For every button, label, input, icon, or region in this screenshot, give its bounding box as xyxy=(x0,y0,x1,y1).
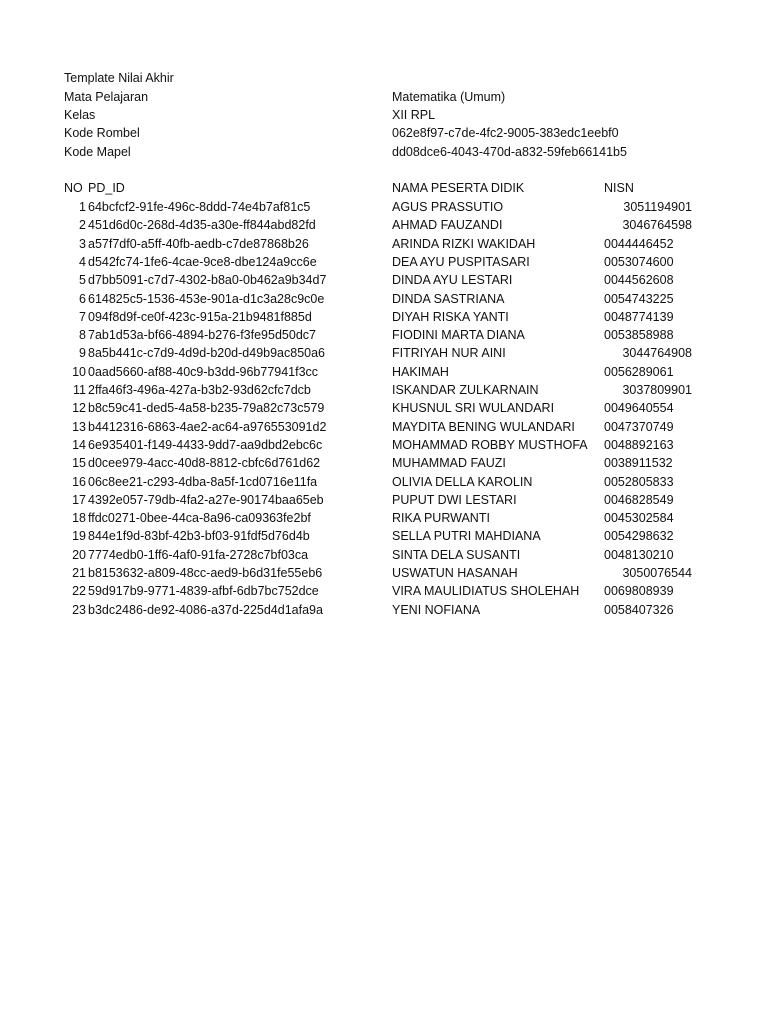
row-student-name: MAYDITA BENING WULANDARI xyxy=(392,419,575,434)
row-nisn: 0038911532 xyxy=(604,456,673,471)
row-nisn: 0046828549 xyxy=(604,492,674,507)
row-student-name: MUHAMMAD FAUZI xyxy=(392,456,506,471)
meta-value-kode-rombel: 062e8f97-c7de-4fc2-9005-383edc1eebf0 xyxy=(392,126,619,140)
row-nisn: 3050076544 xyxy=(622,566,692,580)
row-nisn: 0056289061 xyxy=(604,364,674,379)
row-nisn: 0069808939 xyxy=(604,584,674,599)
meta-value-kelas: XII RPL xyxy=(392,108,436,122)
row-student-name: FITRIYAH NUR AINI xyxy=(392,346,506,361)
table-row xyxy=(0,216,768,234)
table-row xyxy=(0,527,768,545)
row-nisn: 3044764908 xyxy=(622,346,692,361)
row-pd-id: 0aad5660-af88-40c9-b3dd-96b77941f3cc xyxy=(88,364,319,379)
row-student-name: AGUS PRASSUTIO xyxy=(392,200,504,214)
row-nisn: 3051194901 xyxy=(623,200,692,214)
row-student-name: FIODINI MARTA DIANA xyxy=(392,328,525,343)
table-row xyxy=(0,564,768,582)
row-pd-id: d542fc74-1fe6-4cae-9ce8-dbe124a9cc6e xyxy=(88,254,317,269)
meta-label-mata-pelajaran: Mata Pelajaran xyxy=(64,90,149,104)
row-number: 13 xyxy=(72,419,86,434)
table-row xyxy=(0,308,768,326)
row-pd-id: 7ab1d53a-bf66-4894-b276-f3fe95d50dc7 xyxy=(88,328,316,343)
row-student-name: MOHAMMAD ROBBY MUSTHOFA xyxy=(392,437,588,452)
table-row xyxy=(0,363,768,381)
row-student-name: DINDA AYU LESTARI xyxy=(392,273,513,288)
row-nisn: 0048130210 xyxy=(604,547,674,562)
table-row xyxy=(0,436,768,454)
row-student-name: SELLA PUTRI MAHDIANA xyxy=(392,529,541,544)
row-nisn: 0044446452 xyxy=(604,236,674,251)
meta-label-kode-rombel: Kode Rombel xyxy=(64,126,140,140)
table-row xyxy=(0,546,768,564)
row-pd-id: b8153632-a809-48cc-aed9-b6d31fe55eb6 xyxy=(88,566,323,580)
row-number: 23 xyxy=(72,602,86,617)
row-number: 7 xyxy=(79,309,86,324)
row-pd-id: 2ffa46f3-496a-427a-b3b2-93d62cfc7dcb xyxy=(88,383,311,397)
row-number: 1 xyxy=(79,200,86,214)
row-nisn: 0044562608 xyxy=(604,273,674,288)
row-student-name: ISKANDAR ZULKARNAIN xyxy=(392,383,539,397)
table-row xyxy=(0,418,768,436)
row-number: 21 xyxy=(72,566,86,580)
row-nisn: 0054743225 xyxy=(604,291,674,306)
row-student-name: PUPUT DWI LESTARI xyxy=(392,492,517,507)
table-row xyxy=(0,271,768,289)
meta-label-kelas: Kelas xyxy=(64,108,96,122)
row-pd-id: b3dc2486-de92-4086-a37d-225d4d1afa9a xyxy=(88,602,323,617)
row-number: 20 xyxy=(72,547,86,562)
meta-label-kode-mapel: Kode Mapel xyxy=(64,145,131,159)
row-student-name: SINTA DELA SUSANTI xyxy=(392,547,521,562)
row-number: 5 xyxy=(79,273,86,288)
row-number: 6 xyxy=(79,291,86,306)
row-nisn: 0047370749 xyxy=(604,419,674,434)
table-row xyxy=(0,344,768,362)
row-number: 11 xyxy=(73,383,86,397)
table-row xyxy=(0,253,768,271)
meta-value-kode-mapel: dd08dce6-4043-470d-a832-59feb66141b5 xyxy=(392,145,627,159)
row-number: 22 xyxy=(72,584,86,599)
table-row xyxy=(0,454,768,472)
row-pd-id: a57f7df0-a5ff-40fb-aedb-c7de87868b26 xyxy=(88,236,309,251)
table-row xyxy=(0,491,768,509)
row-pd-id: 614825c5-1536-453e-901a-d1c3a28c9c0e xyxy=(88,291,325,306)
row-pd-id: d7bb5091-c7d7-4302-b8a0-0b462a9b34d7 xyxy=(88,273,327,288)
row-student-name: USWATUN HASANAH xyxy=(392,566,518,580)
row-pd-id: 6e935401-f149-4433-9dd7-aa9dbd2ebc6c xyxy=(88,437,323,452)
row-number: 2 xyxy=(79,218,86,233)
row-number: 4 xyxy=(79,254,86,269)
table-row xyxy=(0,381,768,399)
row-student-name: DEA AYU PUSPITASARI xyxy=(392,254,530,269)
row-nisn: 0048774139 xyxy=(604,309,674,324)
document-title: Template Nilai Akhir xyxy=(64,71,174,85)
row-pd-id: 4392e057-79db-4fa2-a27e-90174baa65eb xyxy=(88,492,324,507)
column-header-pd-id: PD_ID xyxy=(88,181,125,195)
row-pd-id: 844e1f9d-83bf-42b3-bf03-91fdf5d76d4b xyxy=(88,529,310,544)
row-pd-id: 64bcfcf2-91fe-496c-8ddd-74e4b7af81c5 xyxy=(88,200,311,214)
row-nisn: 0052805833 xyxy=(604,474,674,489)
row-pd-id: 8a5b441c-c7d9-4d9d-b20d-d49b9ac850a6 xyxy=(88,346,326,361)
column-header-nisn: NISN xyxy=(604,181,634,195)
row-number: 8 xyxy=(79,328,86,343)
row-number: 10 xyxy=(72,364,86,379)
table-row xyxy=(0,235,768,253)
row-pd-id: 59d917b9-9771-4839-afbf-6db7bc752dce xyxy=(88,584,319,599)
row-pd-id: 451d6d0c-268d-4d35-a30e-ff844abd82fd xyxy=(88,218,316,233)
row-nisn: 0053858988 xyxy=(604,328,674,343)
row-nisn: 0058407326 xyxy=(604,602,674,617)
row-pd-id: ffdc0271-0bee-44ca-8a96-ca09363fe2bf xyxy=(88,511,311,526)
row-student-name: DINDA SASTRIANA xyxy=(392,291,505,306)
row-number: 15 xyxy=(72,456,86,471)
row-nisn: 3037809901 xyxy=(622,383,692,397)
row-number: 19 xyxy=(72,529,86,544)
row-nisn: 0048892163 xyxy=(604,437,674,452)
meta-value-mata-pelajaran: Matematika (Umum) xyxy=(392,90,506,104)
row-student-name: RIKA PURWANTI xyxy=(392,511,490,526)
row-nisn: 0053074600 xyxy=(604,254,674,269)
row-nisn: 0054298632 xyxy=(604,529,674,544)
table-row xyxy=(0,582,768,600)
row-student-name: KHUSNUL SRI WULANDARI xyxy=(392,401,555,416)
row-pd-id: 06c8ee21-c293-4dba-8a5f-1cd0716e11fa xyxy=(88,474,318,489)
row-student-name: VIRA MAULIDIATUS SHOLEHAH xyxy=(392,584,580,599)
table-row xyxy=(0,290,768,308)
row-number: 9 xyxy=(79,346,86,361)
row-student-name: ARINDA RIZKI WAKIDAH xyxy=(392,236,536,251)
table-row xyxy=(0,399,768,417)
row-number: 14 xyxy=(72,437,86,452)
row-pd-id: 7774edb0-1ff6-4af0-91fa-2728c7bf03ca xyxy=(88,547,309,562)
column-header-nama: NAMA PESERTA DIDIK xyxy=(392,181,525,195)
table-row xyxy=(0,509,768,527)
table-row xyxy=(0,326,768,344)
row-number: 12 xyxy=(72,401,86,416)
row-number: 18 xyxy=(72,511,86,526)
row-number: 16 xyxy=(72,474,86,489)
row-nisn: 3046764598 xyxy=(622,218,692,233)
row-student-name: DIYAH RISKA YANTI xyxy=(392,309,509,324)
row-pd-id: 094f8d9f-ce0f-423c-915a-21b9481f885d xyxy=(88,309,312,324)
row-student-name: OLIVIA DELLA KAROLIN xyxy=(392,474,533,489)
row-number: 3 xyxy=(79,236,86,251)
table-row xyxy=(0,198,768,216)
row-student-name: AHMAD FAUZANDI xyxy=(392,218,503,233)
row-student-name: YENI NOFIANA xyxy=(392,602,481,617)
table-row xyxy=(0,601,768,619)
row-pd-id: d0cee979-4acc-40d8-8812-cbfc6d761d62 xyxy=(88,456,321,471)
row-student-name: HAKIMAH xyxy=(392,364,449,379)
table-row xyxy=(0,473,768,491)
row-number: 17 xyxy=(72,492,86,507)
row-pd-id: b8c59c41-ded5-4a58-b235-79a82c73c579 xyxy=(88,401,325,416)
row-nisn: 0045302584 xyxy=(604,511,674,526)
row-pd-id: b4412316-6863-4ae2-ac64-a976553091d2 xyxy=(88,419,327,434)
column-header-no: NO xyxy=(64,181,83,195)
row-nisn: 0049640554 xyxy=(604,401,674,416)
